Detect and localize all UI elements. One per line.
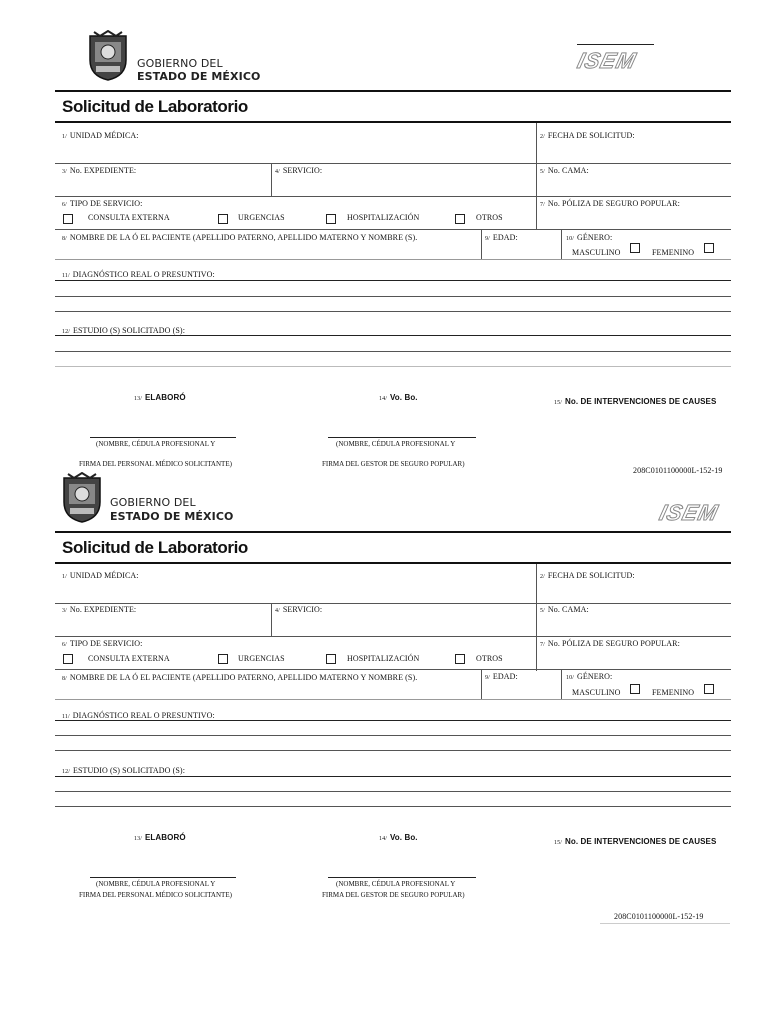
signature-caption-right-1: (NOMBRE, CÉDULA PROFESIONAL Y bbox=[336, 880, 456, 888]
isem-logo: ISEM bbox=[575, 48, 640, 73]
field-cama: 5/ No. CAMA: bbox=[540, 605, 589, 614]
checkbox-masculino[interactable] bbox=[630, 684, 640, 694]
estudios-line bbox=[55, 791, 731, 792]
field-nombre-paciente: 8/ NOMBRE DE LA Ó EL PACIENTE (APELLIDO PATERNO, APELLIDO MATERNO Y NOMBRE (S). bbox=[62, 673, 418, 682]
form-title: Solicitud de Laboratorio bbox=[62, 97, 248, 116]
field-expediente: 3/ No. EXPEDIENTE: bbox=[62, 166, 137, 175]
field-poliza: 7/ No. PÓLIZA DE SEGURO POPULAR: bbox=[540, 639, 680, 648]
title-top-rule bbox=[55, 531, 731, 533]
gov-name-line1: GOBIERNO DEL bbox=[137, 57, 223, 70]
option-urgencias: URGENCIAS bbox=[238, 654, 285, 663]
estudios-line bbox=[55, 776, 731, 777]
signature-caption-left-1: (NOMBRE, CÉDULA PROFESIONAL Y bbox=[96, 440, 216, 448]
form-code: 208C0101100000L-152-19 bbox=[614, 912, 704, 921]
row-divider bbox=[55, 669, 731, 670]
form-code: 208C0101100000L-152-19 bbox=[633, 466, 723, 475]
option-otros: OTROS bbox=[476, 654, 503, 663]
estudios-line bbox=[55, 806, 731, 807]
footer-rule bbox=[600, 923, 730, 924]
field-diagnostico: 11/ DIAGNÓSTICO REAL O PRESUNTIVO: bbox=[62, 270, 215, 279]
field-elaboro: 13/ ELABORÓ bbox=[134, 393, 186, 402]
field-edad: 9/ EDAD: bbox=[485, 233, 518, 242]
signature-caption-left-1: (NOMBRE, CÉDULA PROFESIONAL Y bbox=[96, 880, 216, 888]
signature-caption-left-2: FIRMA DEL PERSONAL MÉDICO SOLICITANTE) bbox=[79, 891, 232, 899]
field-diagnostico: 11/ DIAGNÓSTICO REAL O PRESUNTIVO: bbox=[62, 711, 215, 720]
field-fecha-solicitud: 2/ FECHA DE SOLICITUD: bbox=[540, 571, 635, 580]
checkbox-femenino[interactable] bbox=[704, 684, 714, 694]
field-estudios: 12/ ESTUDIO (S) SOLICITADO (S): bbox=[62, 326, 186, 335]
divider-vertical bbox=[481, 669, 482, 699]
field-tipo-servicio: 6/ TIPO DE SERVICIO: bbox=[62, 639, 143, 648]
option-hospitalizacion: HOSPITALIZACIÓN bbox=[347, 213, 420, 222]
checkbox-urgencias[interactable] bbox=[218, 654, 228, 664]
divider-vertical-mid bbox=[271, 603, 272, 636]
row-divider bbox=[55, 699, 731, 700]
title-bottom-rule bbox=[55, 562, 731, 564]
field-unidad-medica: 1/ UNIDAD MÉDICA: bbox=[62, 131, 139, 140]
isem-logo: ISEM bbox=[657, 500, 722, 525]
checkbox-hospitalizacion[interactable] bbox=[326, 654, 336, 664]
diagnostico-line bbox=[55, 735, 731, 736]
signature-caption-left-2: FIRMA DEL PERSONAL MÉDICO SOLICITANTE) bbox=[79, 460, 232, 468]
option-otros: OTROS bbox=[476, 213, 503, 222]
divider-vertical bbox=[561, 669, 562, 699]
field-intervenciones: 15/ No. DE INTERVENCIONES DE CAUSES bbox=[554, 397, 717, 406]
gov-name-line2: ESTADO DE MÉXICO bbox=[110, 510, 234, 523]
field-vobo: 14/ Vo. Bo. bbox=[379, 393, 418, 402]
field-servicio: 4/ SERVICIO: bbox=[275, 166, 323, 175]
option-femenino: FEMENINO bbox=[652, 248, 695, 257]
field-genero: 10/ GÉNERO: bbox=[566, 672, 613, 681]
field-cama: 5/ No. CAMA: bbox=[540, 166, 589, 175]
field-edad: 9/ EDAD: bbox=[485, 672, 518, 681]
signature-caption-right-1: (NOMBRE, CÉDULA PROFESIONAL Y bbox=[336, 440, 456, 448]
divider-vertical-right bbox=[536, 564, 537, 671]
row-divider bbox=[55, 636, 731, 637]
field-fecha-solicitud: 2/ FECHA DE SOLICITUD: bbox=[540, 131, 635, 140]
option-consulta-externa: CONSULTA EXTERNA bbox=[88, 213, 170, 222]
field-unidad-medica: 1/ UNIDAD MÉDICA: bbox=[62, 571, 139, 580]
field-tipo-servicio: 6/ TIPO DE SERVICIO: bbox=[62, 199, 143, 208]
option-femenino: FEMENINO bbox=[652, 688, 695, 697]
field-estudios: 12/ ESTUDIO (S) SOLICITADO (S): bbox=[62, 766, 186, 775]
row-divider bbox=[55, 603, 731, 604]
form-title: Solicitud de Laboratorio bbox=[62, 538, 248, 557]
diagnostico-line bbox=[55, 720, 731, 721]
field-servicio: 4/ SERVICIO: bbox=[275, 605, 323, 614]
diagnostico-line bbox=[55, 750, 731, 751]
gov-name-line1: GOBIERNO DEL bbox=[110, 496, 196, 509]
option-hospitalizacion: HOSPITALIZACIÓN bbox=[347, 654, 420, 663]
field-elaboro: 13/ ELABORÓ bbox=[134, 833, 186, 842]
field-expediente: 3/ No. EXPEDIENTE: bbox=[62, 605, 137, 614]
signature-line-left bbox=[90, 877, 236, 878]
option-consulta-externa: CONSULTA EXTERNA bbox=[88, 654, 170, 663]
gov-name-line2: ESTADO DE MÉXICO bbox=[137, 70, 261, 83]
field-poliza: 7/ No. PÓLIZA DE SEGURO POPULAR: bbox=[540, 199, 680, 208]
signature-line-right bbox=[328, 877, 476, 878]
signature-caption-right-2: FIRMA DEL GESTOR DE SEGURO POPULAR) bbox=[322, 891, 465, 899]
option-masculino: MASCULINO bbox=[572, 248, 621, 257]
estado-de-mexico-shield-icon bbox=[60, 472, 104, 524]
field-intervenciones: 15/ No. DE INTERVENCIONES DE CAUSES bbox=[554, 837, 717, 846]
field-nombre-paciente: 8/ NOMBRE DE LA Ó EL PACIENTE (APELLIDO PATERNO, APELLIDO MATERNO Y NOMBRE (S). bbox=[62, 233, 418, 242]
field-genero: 10/ GÉNERO: bbox=[566, 233, 613, 242]
field-vobo: 14/ Vo. Bo. bbox=[379, 833, 418, 842]
checkbox-otros[interactable] bbox=[455, 654, 465, 664]
option-masculino: MASCULINO bbox=[572, 688, 621, 697]
checkbox-consulta-externa[interactable] bbox=[63, 654, 73, 664]
signature-caption-right-2: FIRMA DEL GESTOR DE SEGURO POPULAR) bbox=[322, 460, 465, 468]
option-urgencias: URGENCIAS bbox=[238, 213, 285, 222]
